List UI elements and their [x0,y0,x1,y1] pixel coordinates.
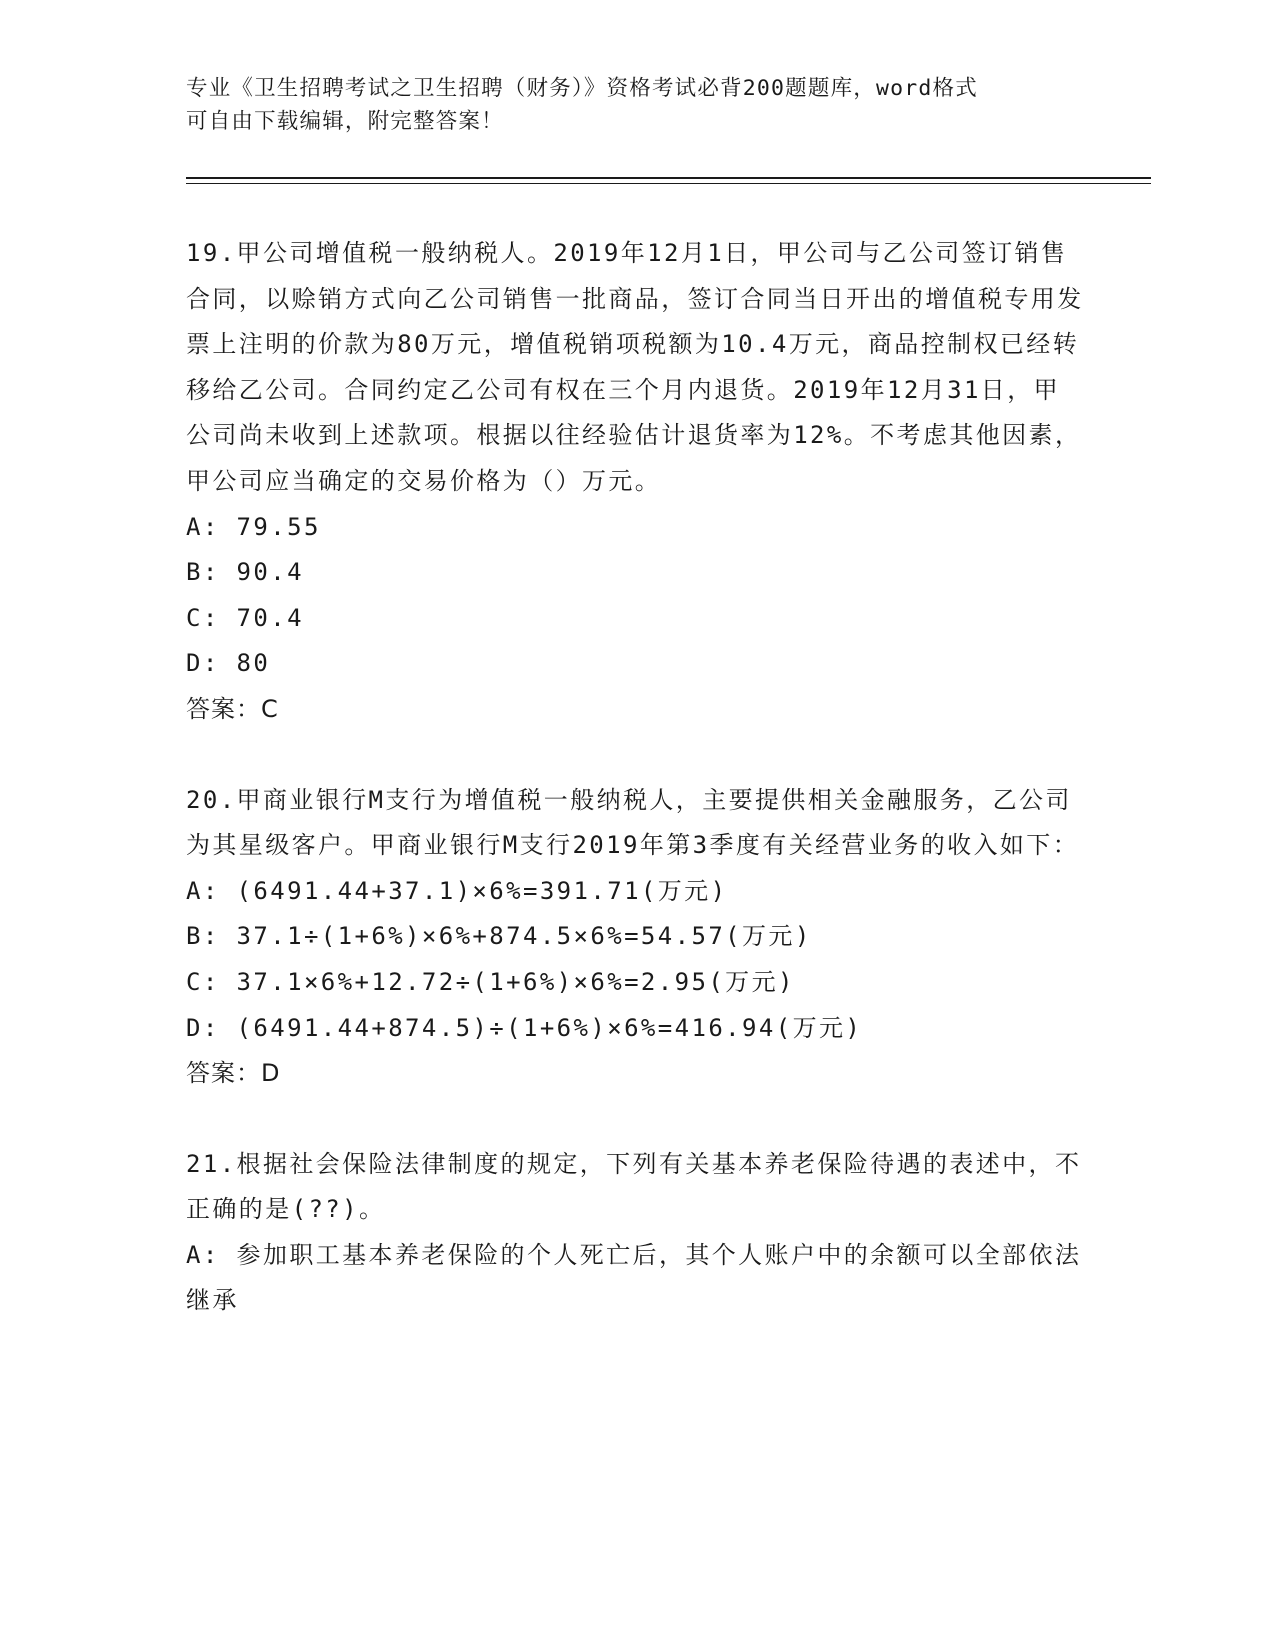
header-title-line2: 可自由下载编辑，附完整答案！ [186,109,504,134]
answer-line: 答案：C [186,694,279,723]
question-list [186,231,1086,1369]
question-21 [186,1142,1086,1324]
option-d: D: (6491.44+874.5)÷(1+6%)×6%=416.94(万元) [186,1013,863,1042]
option-a: A: 参加职工基本养老保险的个人死亡后，其个人账户中的余额可以全部依法继承 [186,1240,1082,1315]
question-stem: 20.甲商业银行M支行为增值税一般纳税人，主要提供相关金融服务，乙公司为其星级客户。甲商业银行M支行2019年第3季度有关经营业务的收入如下： [186,785,1080,860]
question-20 [186,778,1086,1097]
document-header [186,72,1066,138]
question-stem: 19.甲公司增值税一般纳税人。2019年12月1日，甲公司与乙公司签订销售合同，以赊销方式向乙公司销售一批商品，签订合同当日开出的增值税专用发票上注明的价款为80万元，增值税销项税额为10.4万元，商品控制权已经转移给乙公司。合同约定乙公司有权在三个月内退货。2019年12月31日，甲公司尚未收到上述款项。根据以往经验估计退货率为12%。不考虑其他因素，甲公司应当确定的交易价格为（）万元。 [186,239,1084,495]
option-b: B: 90.4 [186,558,304,587]
header-title-line1: 专业《卫生招聘考试之卫生招聘（财务）》资格考试必背200题题库，word格式 [186,76,978,101]
header-divider-thin [186,183,1151,184]
answer-line: 答案：D [186,1059,281,1088]
option-b: B: 37.1÷(1+6%)×6%+874.5×6%=54.57(万元) [186,922,812,951]
question-19 [186,231,1086,733]
option-c: C: 37.1×6%+12.72÷(1+6%)×6%=2.95(万元) [186,967,795,996]
option-a: A: 79.55 [186,512,321,541]
header-divider-thick [186,177,1151,179]
option-c: C: 70.4 [186,603,304,632]
option-a: A: (6491.44+37.1)×6%=391.71(万元) [186,876,728,905]
question-stem: 21.根据社会保险法律制度的规定，下列有关基本养老保险待遇的表述中，不正确的是(??)。 [186,1149,1082,1224]
option-d: D: 80 [186,649,271,678]
